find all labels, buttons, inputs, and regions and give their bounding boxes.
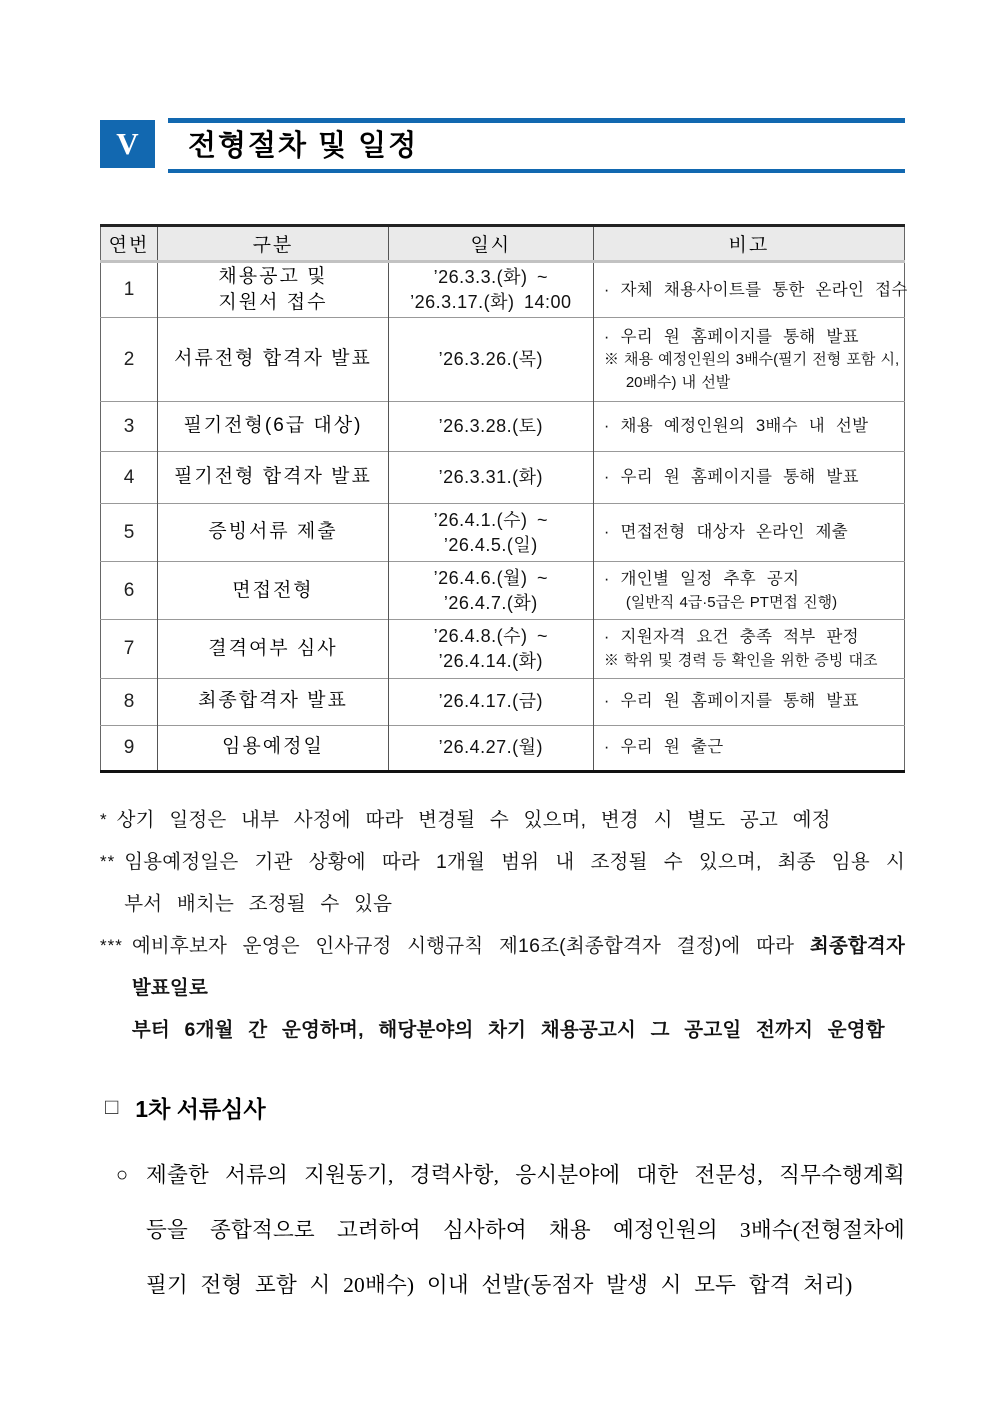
remark-line: ※ 채용 예정인원의 3배수(필기 전형 포함 시,	[603, 351, 900, 369]
remark-line: 20배수) 내 선발	[625, 373, 731, 391]
footnote-lines	[117, 799, 905, 841]
text-line: 임용예정일	[222, 736, 324, 758]
column-header-date: 일시	[388, 226, 593, 262]
footnote-text: 예비후보자 운영은 인사규정 시행규칙 제16조(최종합격자 결정)에 따라	[131, 934, 810, 957]
footnote-text: 임용예정일은 기관 상황에 따라 1개월 범위 내 조정될 수 있으며, 최종 임용 시	[124, 850, 905, 873]
text-line: ’26.3.26.(목)	[438, 349, 544, 370]
footnote-text: 최종합격자 발표일로	[131, 934, 905, 999]
cell-category	[158, 318, 389, 402]
paragraph-lines	[146, 1148, 905, 1313]
text-line: ’26.4.8.(수) ~	[433, 626, 549, 647]
cell-no: 3	[101, 402, 158, 452]
section-title-bar	[100, 118, 905, 173]
remark-line: · 면접전형 대상자 온라인 제출	[603, 523, 849, 542]
cell-remarks	[593, 678, 904, 725]
paragraph-line: 등을 종합적으로 고려하여 심사하여 채용 예정인원의 3배수(전형절차에	[146, 1217, 905, 1242]
column-header-remarks: 비고	[593, 226, 904, 262]
table-row	[101, 402, 905, 452]
section-heading	[105, 1091, 905, 1124]
text-line: ’26.3.28.(토)	[438, 416, 544, 437]
footnote-text: 상기 일정은 내부 사정에 따라 변경될 수 있으며, 변경 시 별도 공고 예정	[116, 808, 831, 831]
text-line: ’26.4.7.(화)	[443, 592, 538, 613]
section-heading-text: 1차 서류심사	[135, 1095, 266, 1122]
cell-category	[158, 562, 389, 620]
square-bullet-icon: □	[105, 1094, 119, 1119]
text-line: ’26.4.5.(일)	[443, 534, 538, 555]
cell-no: 5	[101, 504, 158, 562]
footnote-line	[132, 925, 905, 1009]
text-line: ’26.3.17.(화) 14:00	[410, 292, 572, 312]
footnote-line	[132, 1009, 905, 1051]
text-line: 필기전형 합격자 발표	[174, 466, 372, 488]
footnote	[100, 925, 905, 1051]
column-header-category: 구분	[158, 226, 389, 262]
remark-line: · 자체 채용사이트를 통한 온라인 접수	[603, 280, 908, 299]
cell-no: 1	[101, 262, 158, 318]
footnote-marker: *	[100, 809, 108, 829]
remark-line: · 우리 원 홈페이지를 통해 발표	[603, 327, 859, 346]
title-rule-top	[168, 118, 905, 123]
footnote-lines	[132, 925, 905, 1051]
remark-line: · 지원자격 요건 충족 적부 판정	[603, 628, 859, 647]
footnote-line	[124, 883, 905, 925]
footnote-text: 부서 배치는 조정될 수 있음	[124, 892, 393, 915]
cell-no: 6	[101, 562, 158, 620]
table-row	[101, 678, 905, 725]
footnote-line	[117, 799, 905, 841]
cell-remarks	[593, 562, 904, 620]
cell-remarks	[593, 620, 904, 678]
text-line: ’26.4.27.(월)	[438, 737, 544, 758]
table-row	[101, 318, 905, 402]
cell-date	[388, 262, 593, 318]
footnote-lines	[124, 841, 905, 925]
remark-line: · 채용 예정인원의 3배수 내 선발	[603, 417, 869, 436]
remark-line: · 우리 원 출근	[603, 738, 724, 757]
title-rule-bottom	[168, 169, 905, 173]
remark-line: · 우리 원 홈페이지를 통해 발표	[603, 692, 859, 711]
footnote-line	[124, 841, 905, 883]
text-line: 채용공고 및	[218, 265, 328, 287]
table-row	[101, 725, 905, 771]
text-line: ’26.4.1.(수) ~	[433, 509, 549, 530]
cell-no: 9	[101, 725, 158, 771]
cell-date	[388, 504, 593, 562]
cell-no: 4	[101, 452, 158, 504]
table-row	[101, 620, 905, 678]
footnote-text: 부터 6개월 간 운영하며, 해당분야의 차기 채용공고시 그 공고일 전까지 운영함	[131, 1018, 885, 1041]
paragraph-line: 필기 전형 포함 시 20배수) 이내 선발(동점자 발생 시 모두 합격 처리)	[146, 1272, 853, 1297]
cell-no: 8	[101, 678, 158, 725]
cell-remarks	[593, 318, 904, 402]
schedule-table	[100, 224, 908, 773]
cell-category	[158, 620, 389, 678]
cell-date	[388, 562, 593, 620]
section-number: V	[116, 126, 139, 161]
cell-category	[158, 725, 389, 771]
cell-no: 7	[101, 620, 158, 678]
text-line: 최종합격자 발표	[198, 690, 348, 712]
text-line: ’26.4.6.(월) ~	[433, 567, 549, 588]
remark-line: · 우리 원 홈페이지를 통해 발표	[603, 468, 859, 487]
cell-category	[158, 678, 389, 725]
table-row	[101, 262, 905, 318]
text-line: ’26.3.3.(화) ~	[433, 267, 549, 288]
table-row	[101, 504, 905, 562]
cell-no: 2	[101, 318, 158, 402]
text-line: ’26.3.31.(화)	[438, 467, 544, 488]
text-line: 서류전형 합격자 발표	[174, 348, 372, 370]
text-line: 지원서 접수	[218, 292, 328, 313]
page-title: 전형절차 및 일정	[188, 130, 419, 162]
cell-remarks	[593, 262, 908, 318]
footnote-marker: ***	[100, 935, 123, 955]
text-line: 결격여부 심사	[208, 637, 338, 659]
column-header-no: 연번	[101, 226, 158, 262]
cell-category	[158, 504, 389, 562]
footnotes	[100, 799, 905, 1051]
table-row	[101, 562, 905, 620]
text-line: ’26.4.14.(화)	[438, 650, 544, 671]
table-row	[101, 452, 905, 504]
cell-date	[388, 402, 593, 452]
cell-date	[388, 452, 593, 504]
cell-category	[158, 452, 389, 504]
cell-date	[388, 620, 593, 678]
text-line: 증빙서류 제출	[208, 521, 338, 543]
cell-remarks	[593, 402, 904, 452]
cell-remarks	[593, 452, 904, 504]
schedule-table-body	[101, 262, 908, 772]
text-line: ’26.4.17.(금)	[438, 691, 544, 712]
cell-category	[158, 262, 389, 318]
remark-line: ※ 학위 및 경력 등 확인을 위한 증빙 대조	[603, 652, 878, 669]
text-line: 필기전형(6급 대상)	[183, 415, 363, 437]
cell-date	[388, 678, 593, 725]
paragraph-line: 제출한 서류의 지원동기, 경력사항, 응시분야에 대한 전문성, 직무수행계획	[146, 1162, 905, 1187]
footnote	[100, 799, 905, 841]
title-block	[168, 118, 905, 173]
cell-category	[158, 402, 389, 452]
cell-date	[388, 725, 593, 771]
cell-date	[388, 318, 593, 402]
remark-line: · 개인별 일정 추후 공지	[603, 570, 800, 588]
section-number-badge	[100, 120, 155, 168]
remark-line: (일반직 4급·5급은 PT면접 진행)	[625, 593, 838, 611]
cell-remarks	[593, 504, 904, 562]
circle-bullet-icon: ○	[116, 1163, 129, 1186]
footnote-marker: **	[100, 851, 116, 871]
text-line: 면접전형	[232, 579, 314, 601]
footnote	[100, 841, 905, 925]
header-row	[101, 226, 905, 262]
schedule-table-header	[101, 226, 905, 262]
body-paragraph	[100, 1148, 905, 1313]
cell-remarks	[593, 725, 904, 771]
